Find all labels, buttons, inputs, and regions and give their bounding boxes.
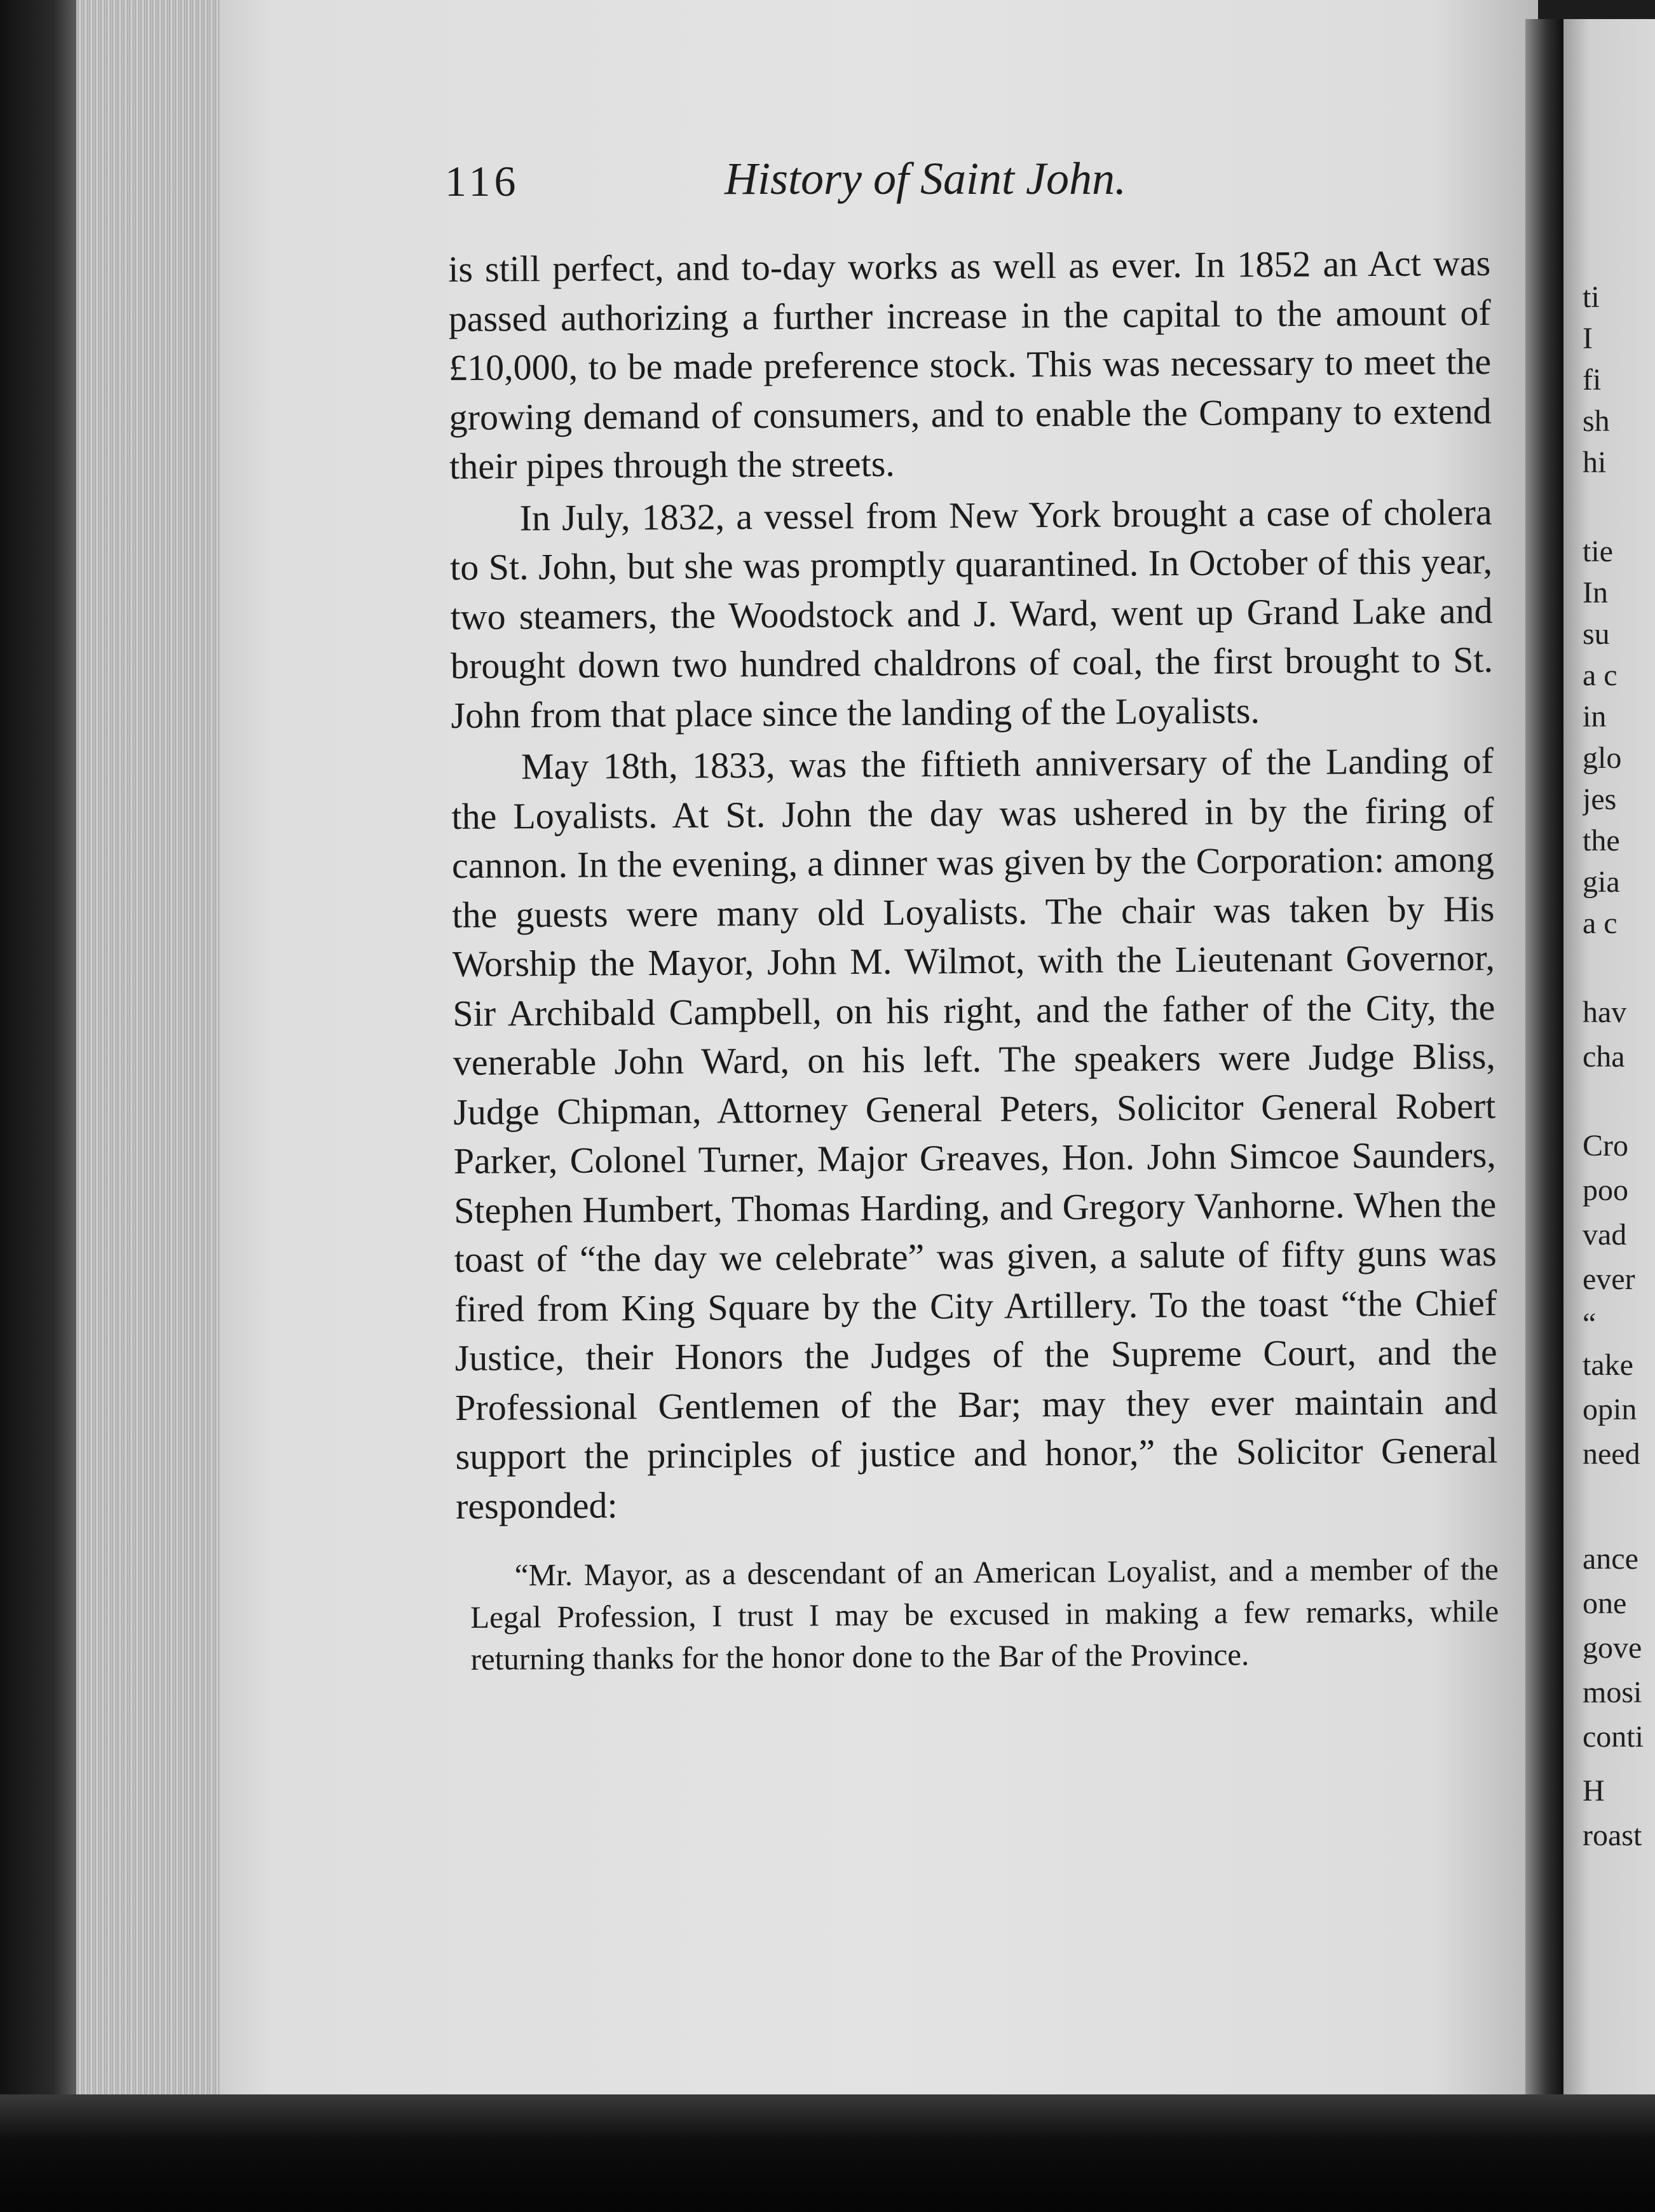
bottom-shadow bbox=[0, 2094, 1655, 2212]
running-head bbox=[445, 153, 1297, 222]
fragment: hi bbox=[1583, 446, 1607, 479]
page-header-title: History of Saint John. bbox=[725, 153, 1126, 204]
binding-shadow bbox=[0, 0, 89, 2098]
fragment: one bbox=[1583, 1587, 1627, 1620]
fragment: a c bbox=[1583, 906, 1618, 940]
right-page-fragments bbox=[1583, 0, 1655, 2098]
fragment: fi bbox=[1583, 363, 1602, 397]
paragraph-anniversary: May 18th, 1833, was the fiftieth anniversary of the Landing of the Loyalists. At St. John the day was ushered in by the firing of cannon. In the evening, a dinner was given by the Corporation: among the guests were many old Loyalists. The chair was taken by His Worship the Mayor, John M. Wilmot, with the Lieutenant Governor, Sir Archibald Campbell, on his right, and the father of the City, the venerable John Ward, on his left. The speakers were Judge Bliss, Judge Chipman, Attorney General Peters, Solicitor General Robert Parker, Colonel Turner, Major Greaves, Hon. John Simcoe Saunders, Stephen Humbert, Thomas Harding, and Gregory Vanhorne. When the toast of “the day we celebrate” was given, a salute of fifty guns was fired from King Square by the City Artillery. To the toast “the Chief Justice, their Honors the Judges of the Supreme Court, and the Professional Gentlemen of the Bar; may they ever maintain and support the principles of justice and honor,” the Solicitor General responded: bbox=[451, 739, 1498, 1527]
fragment: need bbox=[1583, 1437, 1640, 1471]
fragment: H bbox=[1583, 1774, 1605, 1808]
fragment: hav bbox=[1583, 995, 1627, 1029]
fragment: ti bbox=[1583, 280, 1600, 314]
fragment: roast bbox=[1583, 1819, 1642, 1852]
fragment: jes bbox=[1583, 782, 1617, 816]
fragment: tie bbox=[1583, 535, 1613, 568]
fragment: the bbox=[1583, 824, 1620, 857]
paragraph-gas-company: is still perfect, and to-day works as well as ever. In 1852 an Act was passed authorizing a further increase in the capital to the amount of £10,000, to be made preference stock. This was necessary to meet the growing demand of consumers, and to enable the Company to extend their pipes through the streets. bbox=[448, 242, 1492, 487]
fragment: take bbox=[1583, 1348, 1633, 1382]
solicitor-general-quote: “Mr. Mayor, as a descendant of an American Loyalist, and a member of the Legal Profession, I trust I may be excused in making a few remarks, while returning thanks for the honor done to the Bar of the Province. bbox=[470, 1551, 1499, 1677]
fragment: su bbox=[1583, 617, 1610, 651]
fragment: ever bbox=[1583, 1262, 1635, 1296]
fragment: gove bbox=[1583, 1631, 1642, 1665]
fragment: “ bbox=[1583, 1307, 1597, 1341]
fragment: vad bbox=[1583, 1218, 1627, 1252]
fragment: gia bbox=[1583, 865, 1620, 899]
page-number: 116 bbox=[445, 157, 520, 205]
fragment: opin bbox=[1583, 1393, 1637, 1426]
fragment: mosi bbox=[1583, 1676, 1642, 1709]
fragment: ance bbox=[1583, 1542, 1638, 1576]
paragraph-cholera: In July, 1832, a vessel from New York brought a case of cholera to St. John, but she was promptly quarantined. In October of this year, two steamers, the Woodstock and J. Ward, went up Grand Lake and brought down two hundred chaldrons of coal, the first brought to St. John from that place since the landing of the Loyalists. bbox=[449, 491, 1494, 736]
fragment: conti bbox=[1583, 1720, 1644, 1754]
fragment: In bbox=[1583, 576, 1608, 610]
fragment: in bbox=[1583, 700, 1607, 734]
fragment: cha bbox=[1583, 1040, 1625, 1074]
body-text bbox=[448, 238, 1499, 1681]
fragment: glo bbox=[1583, 741, 1622, 775]
fragment: sh bbox=[1583, 404, 1610, 438]
fragment: a c bbox=[1583, 659, 1618, 692]
fragment: I bbox=[1583, 322, 1593, 355]
fragment: Cro bbox=[1583, 1129, 1628, 1163]
page-edges bbox=[76, 0, 222, 2098]
fragment: poo bbox=[1583, 1173, 1628, 1207]
